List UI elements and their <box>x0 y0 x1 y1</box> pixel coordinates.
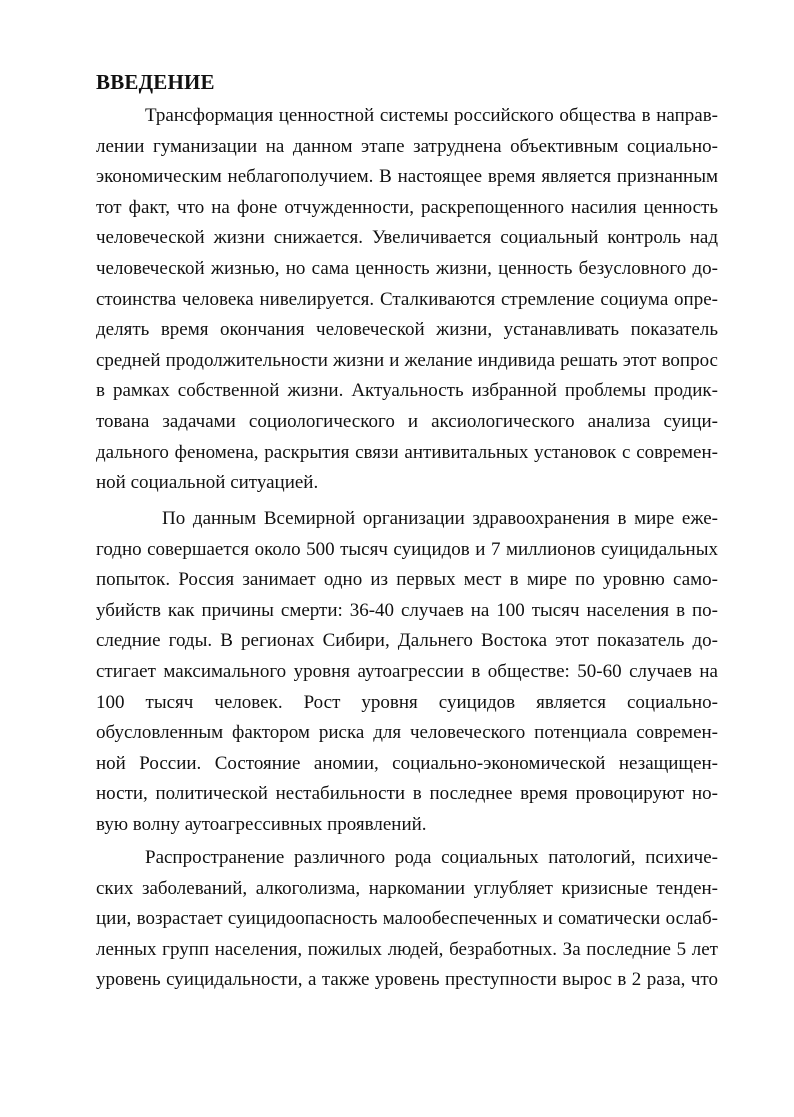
text-line: ленных групп населения, пожилых людей, безработных. За последние 5 лет <box>96 938 718 960</box>
text-line: ности, политической нестабильности в последнее время провоцируют но- <box>96 783 718 805</box>
paragraph-1 <box>96 101 718 499</box>
text-line: ной социальной ситуацией. <box>96 472 319 494</box>
text-line: в рамках собственной жизни. Актуальность избранной проблемы продик- <box>96 380 718 402</box>
text-line: человеческой жизнью, но сама ценность жизни, ценность безусловного до- <box>96 257 718 279</box>
text-line: лении гуманизации на данном этапе затруднена объективным социально- <box>96 135 718 157</box>
text-line: Трансформация ценностной системы российского общества в направ- <box>145 105 718 126</box>
text-line: делять время окончания человеческой жизни, устанавливать показатель <box>96 319 718 341</box>
text-line: дального феномена, раскрытия связи антивитальных установок с современ- <box>96 441 718 463</box>
text-line: стигает максимального уровня аутоагрессии в обществе: 50-60 случаев на <box>96 660 718 682</box>
text-line: стоинства человека нивелируется. Сталкиваются стремление социума опре- <box>96 288 718 310</box>
text-line: тот факт, что на фоне отчужденности, раскрепощенного насилия ценность <box>96 196 718 218</box>
text-line: ции, возрастает суицидоопасность малообеспеченных и соматически ослаб- <box>96 908 718 930</box>
text-line: 100 тысяч человек. Рост уровня суицидов является социально- <box>96 691 718 713</box>
text-line: убийств как причины смерти: 36-40 случаев на 100 тысяч населения в по- <box>96 599 718 621</box>
text-line: человеческой жизни снижается. Увеличивается социальный контроль над <box>96 227 718 249</box>
text-line: годно совершается около 500 тысяч суицидов и 7 миллионов суицидальных <box>96 538 718 560</box>
text-line: следние годы. В регионах Сибири, Дальнего Востока этот показатель до- <box>96 630 718 652</box>
text-line: Распространение различного рода социальных патологий, психиче- <box>145 847 718 868</box>
text-line: ной России. Состояние аномии, социально-экономической незащищен- <box>96 752 718 774</box>
text-line: тована задачами социологического и аксиологического анализа суици- <box>96 410 718 432</box>
paragraph-3 <box>96 843 718 996</box>
text-line: ских заболеваний, алкоголизма, наркомании углубляет кризисные тенден- <box>96 877 718 899</box>
text-line: попыток. Россия занимает одно из первых мест в мире по уровню само- <box>96 569 718 591</box>
text-line: уровень суицидальности, а также уровень преступности вырос в 2 раза, что <box>96 969 718 991</box>
text-line: экономическим неблагополучием. В настоящее время является признанным <box>96 166 718 188</box>
section-heading: ВВЕДЕНИЕ <box>96 70 215 94</box>
text-line: средней продолжительности жизни и желание индивида решать этот вопрос <box>96 349 718 371</box>
text-line: По данным Всемирной организации здравоохранения в мире еже- <box>162 508 718 529</box>
text-line: вую волну аутоагрессивных проявлений. <box>96 813 427 835</box>
paragraph-2 <box>96 504 718 841</box>
text-line: обусловленным фактором риска для человеческого потенциала современ- <box>96 722 718 744</box>
